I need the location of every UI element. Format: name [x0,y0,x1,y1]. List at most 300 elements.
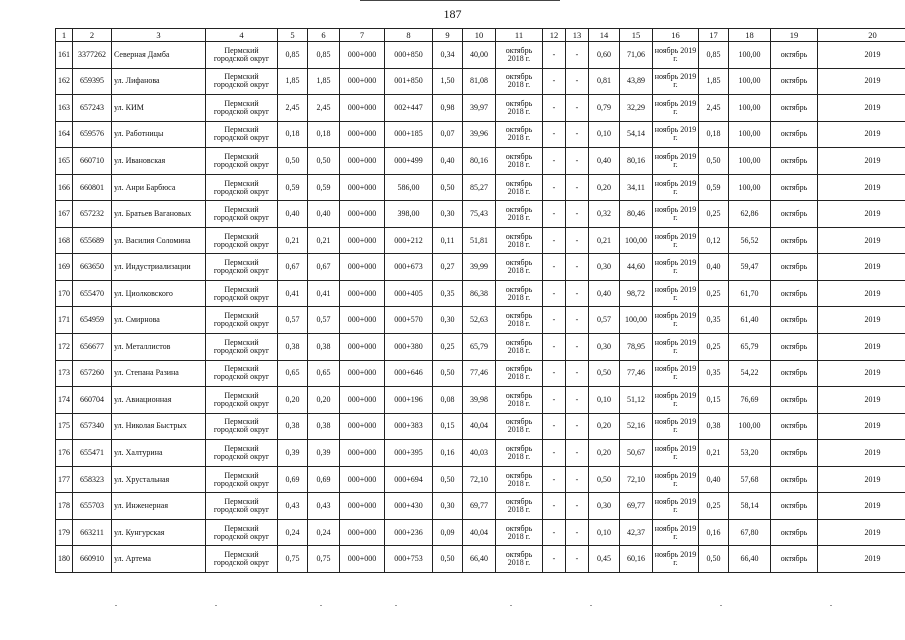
table-row [56,307,905,334]
table-cell: 0,85 [278,42,308,69]
table-cell: 002+447 [385,95,433,122]
table-cell: 39,96 [463,121,496,148]
table-cell: октябрь [771,68,818,95]
table-cell: 0,30 [433,201,463,228]
table-cell: - [543,95,566,122]
table-cell: ноябрь 2019 г. [653,387,699,414]
table-cell: 85,27 [463,174,496,201]
table-cell: октябрь 2018 г. [496,148,543,175]
table-cell: - [543,42,566,69]
table-cell: 42,37 [620,519,653,546]
table-cell: октябрь 2018 г. [496,307,543,334]
table-row [56,121,905,148]
table-cell: 167 [56,201,73,228]
table-cell: 0,24 [308,519,340,546]
table-cell: октябрь [771,121,818,148]
table-cell: 0,10 [589,121,620,148]
table-cell: 0,98 [433,95,463,122]
table-cell: октябрь 2018 г. [496,121,543,148]
table-cell: октябрь [771,148,818,175]
table-cell: октябрь [771,546,818,573]
table-cell: 0,40 [589,280,620,307]
table-cell: октябрь 2018 г. [496,68,543,95]
table-cell: Пермский городской округ [206,121,278,148]
table-cell: Пермский городской округ [206,519,278,546]
table-cell: 0,50 [699,546,729,573]
table-cell: ноябрь 2019 г. [653,360,699,387]
table-cell: - [543,68,566,95]
table-cell: 39,97 [463,95,496,122]
table-cell: 000+212 [385,227,433,254]
table-cell: 000+000 [340,95,385,122]
table-cell: октябрь [771,95,818,122]
table-cell: 0,21 [589,227,620,254]
table-cell: 177 [56,466,73,493]
table-cell: 2,45 [308,95,340,122]
table-cell: октябрь [771,387,818,414]
table-cell: 76,69 [729,387,771,414]
table-cell: 001+850 [385,68,433,95]
table-cell: 0,67 [278,254,308,281]
table-row [56,334,905,361]
table-cell: 100,00 [729,42,771,69]
table-cell: 000+570 [385,307,433,334]
table-cell: 72,10 [463,466,496,493]
table-cell: 0,11 [433,227,463,254]
table-cell: 000+000 [340,307,385,334]
table-cell: 57,68 [729,466,771,493]
table-cell: 69,77 [463,493,496,520]
table-cell: 660801 [73,174,112,201]
table-cell: 0,50 [433,174,463,201]
table-cell: 0,15 [699,387,729,414]
table-cell: 657340 [73,413,112,440]
table-cell: 178 [56,493,73,520]
table-cell: 162 [56,68,73,95]
table-row [56,42,905,69]
table-cell: Пермский городской округ [206,307,278,334]
table-cell: 60,16 [620,546,653,573]
table-row [56,68,905,95]
table-cell: 0,67 [308,254,340,281]
table-cell: 0,07 [433,121,463,148]
table-cell: 663650 [73,254,112,281]
table-cell: 100,00 [729,413,771,440]
table-cell: 000+000 [340,68,385,95]
table-cell: 75,43 [463,201,496,228]
table-cell: - [543,493,566,520]
table-cell: 659395 [73,68,112,95]
table-cell: Пермский городской округ [206,493,278,520]
table-cell: Пермский городской округ [206,546,278,573]
table-cell: 654959 [73,307,112,334]
table-cell: 657260 [73,360,112,387]
table-row [56,440,905,467]
header-rule [360,0,560,1]
table-cell: 51,12 [620,387,653,414]
table-cell: 0,34 [433,42,463,69]
table-cell: 100,00 [620,227,653,254]
table-row [56,254,905,281]
table-cell: 2019 [818,519,905,546]
table-cell: 660910 [73,546,112,573]
table-cell: 100,00 [620,307,653,334]
table-cell: 40,04 [463,519,496,546]
table-cell: 000+430 [385,493,433,520]
table-cell: 000+000 [340,466,385,493]
table-cell: 39,99 [463,254,496,281]
table-cell: 1,85 [699,68,729,95]
table-cell: 0,50 [699,148,729,175]
table-cell: ноябрь 2019 г. [653,95,699,122]
table-cell: 2019 [818,307,905,334]
table-cell: ул. Инженерная [112,493,206,520]
table-cell: 0,30 [433,493,463,520]
table-cell: 655470 [73,280,112,307]
table-cell: 0,27 [433,254,463,281]
table-cell: 000+236 [385,519,433,546]
table-cell: 0,57 [278,307,308,334]
table-cell: 174 [56,387,73,414]
table-cell: - [543,307,566,334]
table-cell: 163 [56,95,73,122]
table-cell: 69,77 [620,493,653,520]
table-cell: 0,40 [699,254,729,281]
table-cell: 2019 [818,280,905,307]
column-header: 1 [56,29,73,42]
table-cell: 2019 [818,493,905,520]
table-cell: 86,38 [463,280,496,307]
table-cell: 000+000 [340,334,385,361]
table-cell: - [543,440,566,467]
table-cell: 179 [56,519,73,546]
table-cell: 1,85 [308,68,340,95]
table-cell: 100,00 [729,95,771,122]
table-cell: 0,59 [308,174,340,201]
table-cell: 000+000 [340,519,385,546]
table-cell: - [566,440,589,467]
table-cell: Пермский городской округ [206,227,278,254]
table-cell: ноябрь 2019 г. [653,254,699,281]
table-cell: 54,22 [729,360,771,387]
table-cell: 54,14 [620,121,653,148]
table-row [56,280,905,307]
table-cell: ноябрь 2019 г. [653,413,699,440]
column-header: 3 [112,29,206,42]
table-cell: октябрь 2018 г. [496,413,543,440]
table-cell: 2019 [818,387,905,414]
column-header: 2 [73,29,112,42]
table-cell: 660710 [73,148,112,175]
table-cell: ул. Авиационная [112,387,206,414]
table-cell: 0,50 [433,360,463,387]
table-cell: ноябрь 2019 г. [653,334,699,361]
table-row [56,546,905,573]
table-cell: 2019 [818,227,905,254]
column-header: 11 [496,29,543,42]
table-cell: ноябрь 2019 г. [653,493,699,520]
table-cell: Пермский городской округ [206,360,278,387]
table-cell: 0,30 [589,493,620,520]
table-cell: - [543,360,566,387]
table-cell: 0,21 [278,227,308,254]
table-cell: октябрь 2018 г. [496,360,543,387]
table-cell: 663211 [73,519,112,546]
table-cell: 164 [56,121,73,148]
table-cell: октябрь 2018 г. [496,280,543,307]
table-cell: 0,15 [433,413,463,440]
table-cell: 000+185 [385,121,433,148]
data-table [55,28,905,573]
table-cell: октябрь [771,227,818,254]
table-cell: - [566,227,589,254]
table-cell: 398,00 [385,201,433,228]
table-cell: 000+850 [385,42,433,69]
table-cell: ноябрь 2019 г. [653,307,699,334]
table-cell: 39,98 [463,387,496,414]
table-cell: - [543,387,566,414]
table-cell: октябрь 2018 г. [496,174,543,201]
table-cell: 0,50 [433,546,463,573]
table-cell: 175 [56,413,73,440]
table-cell: 0,20 [589,440,620,467]
table-cell: - [566,334,589,361]
table-cell: 78,95 [620,334,653,361]
table-cell: 000+000 [340,387,385,414]
table-cell: 98,72 [620,280,653,307]
table-cell: - [543,519,566,546]
table-cell: 000+646 [385,360,433,387]
table-cell: ноябрь 2019 г. [653,42,699,69]
table-cell: октябрь [771,466,818,493]
table-cell: 0,39 [308,440,340,467]
table-cell: 0,08 [433,387,463,414]
table-cell: 0,38 [278,334,308,361]
table-cell: ноябрь 2019 г. [653,121,699,148]
table-cell: 81,08 [463,68,496,95]
table-cell: 40,04 [463,413,496,440]
column-header: 19 [771,29,818,42]
table-cell: 0,57 [589,307,620,334]
table-cell: 67,80 [729,519,771,546]
table-cell: октябрь [771,360,818,387]
table-cell: 000+395 [385,440,433,467]
table-cell: 000+196 [385,387,433,414]
table-cell: октябрь 2018 г. [496,334,543,361]
table-cell: 0,35 [699,360,729,387]
table-row [56,387,905,414]
table-cell: - [566,546,589,573]
table-cell: - [566,519,589,546]
table-cell: октябрь 2018 г. [496,42,543,69]
table-cell: 2019 [818,360,905,387]
table-cell: Пермский городской округ [206,254,278,281]
table-cell: Пермский городской округ [206,148,278,175]
table-cell: 0,38 [308,334,340,361]
table-cell: - [543,227,566,254]
table-cell: 62,86 [729,201,771,228]
table-cell: 0,43 [278,493,308,520]
table-cell: ул. Василия Соломина [112,227,206,254]
column-header: 13 [566,29,589,42]
table-cell: 0,24 [278,519,308,546]
table-cell: ул. Смирнова [112,307,206,334]
column-header: 20 [818,29,905,42]
table-cell: ул. Лифанова [112,68,206,95]
table-cell: 0,50 [433,466,463,493]
table-cell: Пермский городской округ [206,334,278,361]
table-cell: 172 [56,334,73,361]
table-cell: 000+673 [385,254,433,281]
table-cell: Пермский городской округ [206,68,278,95]
table-cell: 66,40 [463,546,496,573]
column-header: 5 [278,29,308,42]
column-header: 18 [729,29,771,42]
table-cell: ул. Братьев Вагановых [112,201,206,228]
table-cell: 000+753 [385,546,433,573]
table-cell: 43,89 [620,68,653,95]
table-cell: 56,52 [729,227,771,254]
table-cell: 000+000 [340,440,385,467]
table-cell: - [566,68,589,95]
column-header: 9 [433,29,463,42]
table-cell: 3377262 [73,42,112,69]
table-cell: Пермский городской округ [206,201,278,228]
table-cell: 000+000 [340,148,385,175]
table-cell: 000+380 [385,334,433,361]
table-cell: 0,18 [699,121,729,148]
table-cell: октябрь 2018 г. [496,227,543,254]
table-cell: 61,70 [729,280,771,307]
table-cell: - [566,42,589,69]
table-cell: 0,50 [278,148,308,175]
table-cell: октябрь 2018 г. [496,387,543,414]
table-cell: - [566,148,589,175]
table-cell: ноябрь 2019 г. [653,148,699,175]
table-cell: Пермский городской округ [206,440,278,467]
table-cell: 59,47 [729,254,771,281]
column-header: 10 [463,29,496,42]
table-cell: 0,16 [433,440,463,467]
table-cell: 0,09 [433,519,463,546]
column-header: 16 [653,29,699,42]
table-cell: 2,45 [699,95,729,122]
table-cell: 0,50 [589,360,620,387]
table-cell: 586,00 [385,174,433,201]
table-row [56,493,905,520]
table-cell: 0,41 [278,280,308,307]
table-cell: ноябрь 2019 г. [653,440,699,467]
table-cell: - [543,254,566,281]
table-cell: 0,65 [308,360,340,387]
table-cell: октябрь 2018 г. [496,254,543,281]
table-cell: ул. КИМ [112,95,206,122]
table-cell: ул. Металлистов [112,334,206,361]
table-cell: 0,30 [589,334,620,361]
table-cell: 000+000 [340,280,385,307]
table-cell: 000+499 [385,148,433,175]
table-cell: 0,40 [699,466,729,493]
table-cell: Пермский городской округ [206,413,278,440]
table-row [56,227,905,254]
table-cell: 2019 [818,546,905,573]
table-cell: 2019 [818,95,905,122]
table-cell: 58,14 [729,493,771,520]
table-cell: 659576 [73,121,112,148]
table-cell: 80,16 [463,148,496,175]
table-cell: октябрь 2018 г. [496,493,543,520]
table-cell: 0,40 [433,148,463,175]
table-cell: 2019 [818,254,905,281]
table-cell: 0,40 [278,201,308,228]
table-cell: 72,10 [620,466,653,493]
table-cell: октябрь [771,519,818,546]
table-cell: 77,46 [463,360,496,387]
table-cell: 1,85 [278,68,308,95]
table-cell: 169 [56,254,73,281]
table-cell: 000+000 [340,227,385,254]
table-cell: 0,38 [308,413,340,440]
table-cell: 0,30 [589,254,620,281]
table-cell: октябрь [771,254,818,281]
table-cell: ул. Ивановская [112,148,206,175]
table-cell: 2019 [818,413,905,440]
table-cell: октябрь [771,334,818,361]
table-cell: октябрь [771,440,818,467]
table-cell: 1,50 [433,68,463,95]
table-cell: 0,65 [278,360,308,387]
table-cell: 0,85 [699,42,729,69]
table-cell: - [543,174,566,201]
table-row [56,519,905,546]
scan-marks [0,605,905,609]
table-cell: 2019 [818,148,905,175]
table-cell: Пермский городской округ [206,95,278,122]
column-header: 17 [699,29,729,42]
table-cell: 657232 [73,201,112,228]
table-cell: октябрь 2018 г. [496,466,543,493]
table-cell: 0,81 [589,68,620,95]
table-cell: ул. Циолковского [112,280,206,307]
table-cell: 000+000 [340,360,385,387]
table-cell: 51,81 [463,227,496,254]
table-cell: - [566,280,589,307]
table-cell: 0,18 [278,121,308,148]
table-cell: 77,46 [620,360,653,387]
table-cell: 657243 [73,95,112,122]
table-cell: - [543,546,566,573]
table-cell: ноябрь 2019 г. [653,174,699,201]
table-cell: - [566,466,589,493]
table-cell: ул. Кунгурская [112,519,206,546]
table-cell: 0,69 [308,466,340,493]
table-cell: 2019 [818,201,905,228]
table-cell: 0,75 [278,546,308,573]
header-row [56,29,905,42]
table-cell: октябрь 2018 г. [496,519,543,546]
table-cell: 0,59 [699,174,729,201]
table-cell: 0,38 [278,413,308,440]
table-cell: 44,60 [620,254,653,281]
table-cell: ноябрь 2019 г. [653,68,699,95]
page-number: 187 [443,7,462,21]
table-cell: - [543,121,566,148]
table-cell: ноябрь 2019 г. [653,519,699,546]
table-cell: октябрь [771,201,818,228]
table-cell: - [543,334,566,361]
table-cell: 0,30 [433,307,463,334]
table-cell: Пермский городской округ [206,466,278,493]
